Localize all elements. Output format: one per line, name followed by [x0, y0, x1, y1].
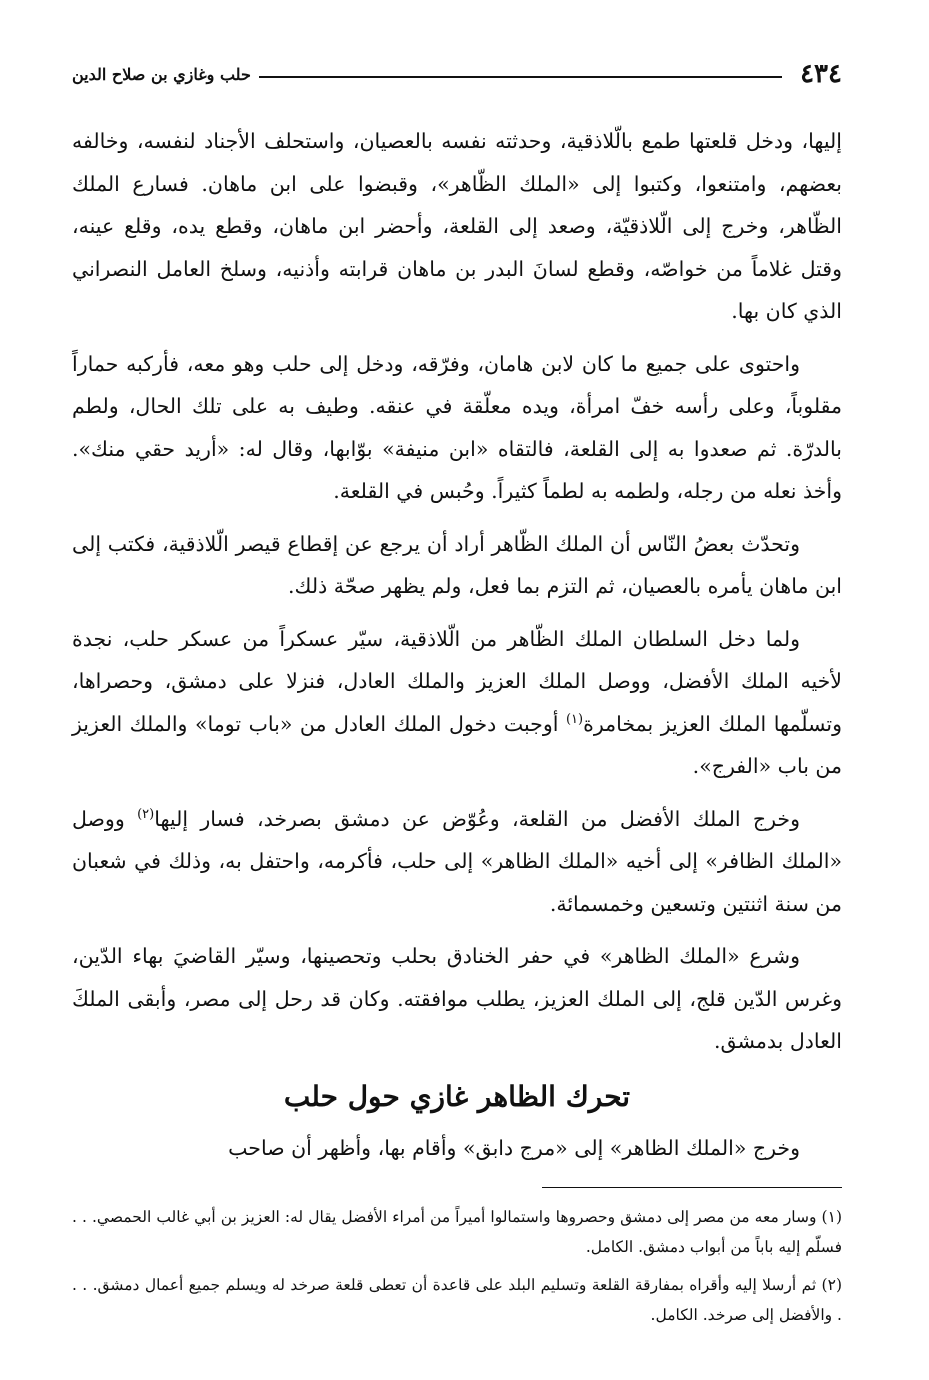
footnote-2: (٢) ثم أرسلا إليه وأقراه بمفارقة القلعة وتسليم البلد على قاعدة أن تعطى قلعة صرخد له ويسلم جميع أعمال دمشق. . . . والأفضل إلى صرخد. الكامل.	[72, 1276, 842, 1324]
page-body	[72, 120, 842, 1330]
paragraph-4-text-before: ولما دخل السلطان الملك الظّاهر من الّلاذقية، سيّر عسكراً من عسكر حلب، نجدة لأخيه الملك الأفضل، ووصل الملك العزيز والملك العادل، فنزلا على دمشق، وحصراها، وتسلّمها الملك العزيز بمخامرة	[72, 626, 842, 736]
paragraph-2: واحتوى على جميع ما كان لابن هامان، وفرّقه، ودخل إلى حلب وهو معه، فأركبه حماراً مقلوباً، وعلى رأسه خفّ امرأة، ويده معلّقة في عنقه. وطيف به على تلك الحال، ولطم بالدرّة. ثم صعدوا به إلى القلعة، فالتقاه «ابن منيفة» بوّابها، وقال له: «أريد حقي منك». وأخذ نعله من رجله، ولطمه به لطماً كثيراً. وحُبس في القلعة.	[72, 351, 842, 503]
paragraph-1: إليها، ودخل قلعتها طمع بالّلاذقية، وحدثته نفسه بالعصيان، واستحلف الأجناد لنفسه، وخالفه بعضهم، وامتنعوا، وكتبوا إلى «الملك الظّاهر»، وقبضوا على ابن ماهان. فسارع الملك الظّاهر، وخرج إلى الّلاذقيّة، وصعد إلى القلعة، وأحضر ابن ماهان، وقطع يده، وقلع عينه، وقتل غلاماً من خواصّه، وقطع لسانَ البدر بن ماهان قرابته وأذنيه، وسلخ العامل النصراني الذي كان بها.	[72, 129, 842, 323]
book-page	[72, 50, 842, 1350]
section-heading: تحرك الظاهر غازي حول حلب	[283, 1079, 631, 1113]
page-number: ٤٣٤	[800, 59, 842, 89]
paragraph-7: وخرج «الملك الظاهر» إلى «مرج دابق» وأقام بها، وأظهر أن صاحب	[228, 1135, 800, 1160]
paragraph-6: وشرع «الملك الظاهر» في حفر الخنادق بحلب وتحصينها، وسيّر القاضيَ بهاء الدّين، وغرس الدّين قلج، إلى الملك العزيز، يطلب موافقته. وكان قد رحل إلى مصر، وأبقى الملكَ العادل بدمشق.	[72, 944, 842, 1053]
paragraph-4-text-after: أوجبت دخول الملك العادل من «باب توما» والملك العزيز من باب «الفرج».	[72, 711, 842, 778]
paragraph-4	[72, 618, 842, 788]
running-title: حلب وغازي بن صلاح الدين	[72, 64, 251, 84]
paragraph-5	[72, 798, 842, 926]
paragraph-5-text-after: ووصل «الملك الظافر» إلى أخيه «الملك الظاهر» إلى حلب، فأكرمه، واحتفل به، وذلك في شعبان من سنة اثنتين وتسعين وخمسمائة.	[72, 806, 842, 916]
footnote-mark-1: (١)	[565, 711, 584, 727]
page-header	[72, 50, 842, 98]
footnote-mark-2: (٢)	[137, 806, 155, 822]
header-rule	[259, 76, 782, 78]
paragraph-5-text-before: وخرج الملك الأفضل من القلعة، وعُوّض عن دمشق بصرخد، فسار إليها	[154, 806, 801, 831]
footnote-rule	[542, 1187, 842, 1188]
paragraph-3: وتحدّث بعضُ النّاس أن الملك الظّاهر أراد أن يرجع عن إقطاع قيصر الّلاذقية، فكتب إلى ابن ماهان يأمره بالعصيان، ثم التزم بما فعل، ولم يظهر صحّة ذلك.	[72, 531, 842, 598]
footnote-1: (١) وسار معه من مصر إلى دمشق وحصروها واستمالوا أميراً من أمراء الأفضل يقال له: العزيز بن أبي غالب الحمصي. . . فسلّم إليه باباً من أبواب دمشق. الكامل.	[72, 1208, 842, 1256]
